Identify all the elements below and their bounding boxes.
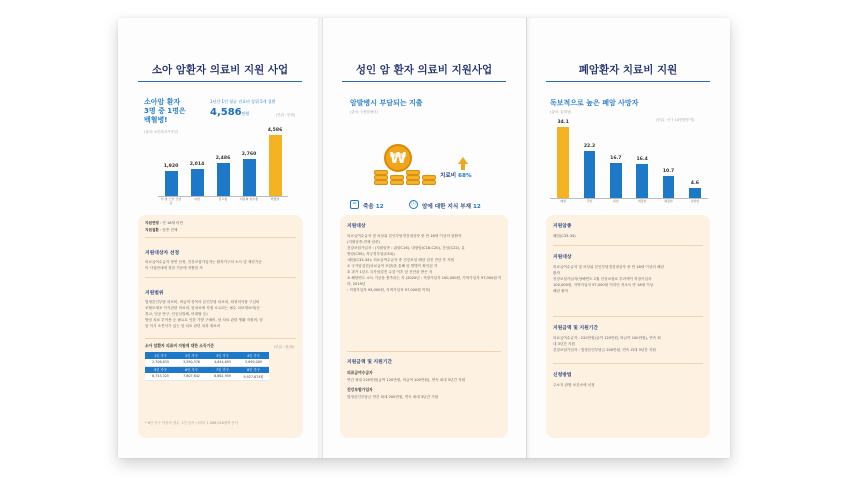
panel-adult-cancer xyxy=(322,18,526,458)
table-footnote: * 8인 가구 이상의 경우, 1인 증가 시마다 1,066,016원씩 증가 xyxy=(145,421,238,425)
brochure xyxy=(118,18,730,458)
source-note: (출처: 보건복지가족부) xyxy=(144,130,179,134)
section-text: 주소지 관할 보건소에 신청 xyxy=(553,383,595,387)
divider xyxy=(553,245,703,246)
divider xyxy=(347,351,501,352)
treatment-stat: 치료비 68% xyxy=(440,173,472,179)
subsection-title: 건강보험가입자 xyxy=(347,387,373,392)
panel-title: 폐암환자 치료비 지원 xyxy=(578,64,678,76)
section-text: 의료급여수급자 및 차상위 본인부담경감대상자 중 만 18세 이상의 암환자 (지원암종:전체 암종) 건강보험가입자 : (지원암종 : 위암C16), 대장암(C18-C20), 간암(C22), 유 방암(C50), 자궁경부암(C53)) ·폐암(C33-34): 의료급여수급자 중 건강보험 폐암 검진 진단 후 지원 ① 국가암검진(의료급여 포함)을 통해 암 발병이 확인된 자 ② 과거 1년도 국가암검진 수검 이후 암 진단을 받은 자 ③ 해당연도 소득 기준을 충족하는 자 (2020년 : 직장가입자 100,000원, 지역가입자 97,000원 이하, 2019년 : 직장가입자 93,000원, 지역가입자 97,000원 이하) xyxy=(347,234,502,292)
section-title: 지원암종 xyxy=(553,224,572,229)
chart-bar xyxy=(191,169,204,196)
coin-stack xyxy=(406,180,420,185)
chart-data-label: 4,586 xyxy=(267,128,283,134)
chart-data-label: 2,486 xyxy=(215,156,231,162)
panel-lung-cancer xyxy=(526,18,730,458)
chart-bar xyxy=(165,171,178,196)
chart-category-label: 뇌암 xyxy=(194,197,200,201)
chart-bar xyxy=(689,188,701,198)
table-title: 소아 암환자 의료비 지원에 대한 소득기준 xyxy=(145,343,214,348)
source-note: (출처: 통계청) xyxy=(550,110,572,114)
panel-title: 성인 암 환자 의료비 지원사업 xyxy=(355,64,493,76)
divider xyxy=(145,277,296,278)
section-title: 지원대상 xyxy=(553,255,572,260)
section-text: 법정본인부담금 연간 최대 200만원, 연속 최대 3년간 지원 xyxy=(347,395,439,399)
panel-title: 소아 암환자 의료비 지원 사업 xyxy=(151,64,289,76)
chart-baseline xyxy=(550,198,708,199)
section-text: 연간 최대 220만원(급여 120만원, 비급여 100만원), 연속 최대 3년간 지원 xyxy=(347,378,466,382)
panel-subtitle: 암발병시 부담되는 지출 xyxy=(350,99,423,107)
chart-data-label: 1,920 xyxy=(163,163,179,169)
panel-child-cancer xyxy=(118,18,322,458)
chart-data-label: 34.1 xyxy=(557,119,569,125)
chart-data-label: 2,760 xyxy=(241,152,257,158)
chart-category-label: 부·방 근골 건염증 xyxy=(160,197,182,205)
chart-bar xyxy=(636,164,648,198)
won-coin-icon: ₩ xyxy=(384,144,412,172)
chart-bar xyxy=(217,163,230,196)
bar-chart-lung-cancer xyxy=(550,118,708,208)
coffin-icon: ⚰ xyxy=(350,200,359,209)
title-underline xyxy=(138,81,302,82)
coin-stack xyxy=(390,180,404,185)
section-title: 지원금액 및 지원기간 xyxy=(347,360,393,365)
divider xyxy=(145,338,296,339)
section-title: 지원금액 및 지원기간 xyxy=(553,326,599,331)
divider xyxy=(553,363,703,364)
chart-bar xyxy=(610,163,622,198)
chart-data-label: 22.2 xyxy=(583,144,596,150)
death-stat: 죽음 12 xyxy=(363,204,384,210)
stat-value: 4,586만원 xyxy=(210,107,250,118)
chart-category-label: 미분화 골수종 xyxy=(239,197,259,201)
section-text: 폐암(C33-34) xyxy=(553,234,576,238)
table-unit: (단위 : 원/월) xyxy=(274,345,295,349)
arrow-up-icon xyxy=(461,163,465,170)
panel-subtitle: 소아암 환자 3명 중 1명은 백혈병! xyxy=(144,98,186,124)
chart-category-label: 위암 xyxy=(612,199,619,203)
chart-category-label: 대장암 xyxy=(637,199,647,203)
info-icon: ⓘ xyxy=(410,201,416,207)
section-text: 의료급여수급자 및 차상위 본인부담경감대상자 중 만 18세 이상의 폐암 환자 건강보험가입자(당해연도 1월 건강보험료 부과액이 직장가입자 100,000원, 지역가입자 97,000원 이하인 저소득 만 18세 이상 폐암 환자 xyxy=(553,265,664,293)
income-table: 1인 가구 2인 가구 3인 가구 4인 가구 2,706,633 3,590,376 4,644,693 5,699,009 5인 가구 6인 가구 7인 가구 8인 가구 6,753,325 7,807,642 8,861,959 9,927,674원 xyxy=(145,352,269,381)
coin-stack xyxy=(374,180,388,185)
section-text: 의료급여수급자 : 220만원(급여 120만원, 비급여 100만원), 연속 최 대 3년간 지원 건강보험가입자 : 법정본인부담금 200만원, 연속 최대 3년간 지원 xyxy=(553,336,661,352)
chart-data-label: 10.7 xyxy=(662,168,675,174)
chart-bar xyxy=(243,159,256,196)
panel-subtitle: 독보적으로 높은 폐암 사망자 xyxy=(550,99,639,107)
subsection-title: 의료급여수급자 xyxy=(347,370,373,375)
chart-category-label: 유방암 xyxy=(690,199,700,203)
chart-category-label: 간암 xyxy=(586,199,593,203)
chart-bar xyxy=(269,135,282,196)
info-box xyxy=(138,215,303,438)
chart-data-label: 16.4 xyxy=(636,156,648,162)
chart-data-label: 2,014 xyxy=(189,162,205,168)
stat-label: 1년간 1인 평균 진료비 상위 5개 질환 xyxy=(210,99,276,104)
coin-stack xyxy=(422,180,436,185)
title-underline xyxy=(342,81,506,82)
unit-note: (단위 : 만원) xyxy=(276,113,296,117)
section-title: 지원대상 xyxy=(347,224,366,229)
section-title: 지원대상자 선정 xyxy=(145,251,180,256)
chart-bar xyxy=(584,151,596,198)
chart-category-label: 림프종 xyxy=(218,197,228,201)
chart-category-label: 백혈병 xyxy=(270,197,280,201)
unit-note: (단위 : 인구 10만명당 명) xyxy=(656,118,695,122)
disease-line: 지원질환 : 암종 전체 xyxy=(145,228,178,232)
bar-chart-child-cancer xyxy=(158,128,288,208)
age-line: 지원연령 : 만 18세 미만 xyxy=(145,221,184,225)
chart-bar xyxy=(663,176,675,198)
source-note: (출처: 국립암센터) xyxy=(350,110,378,114)
chart-data-label: 4.6 xyxy=(690,181,699,187)
info-box xyxy=(546,215,710,438)
chart-bar xyxy=(557,127,569,198)
divider xyxy=(553,316,703,317)
section-title: 지원범위 xyxy=(145,291,164,296)
section-title: 신청방법 xyxy=(553,373,572,378)
knowledge-stat: 암에 대한 지식 부재 12 xyxy=(422,204,481,210)
section-text: 의료급여수급자 당연 선정, 건강보험가입자는 환자가구의 소득 및 재산기준 이 사업안내에 정한 기준에 적합한 자 xyxy=(145,260,262,270)
chart-category-label: 췌장암 xyxy=(664,199,673,203)
info-box xyxy=(340,215,508,438)
chart-data-label: 16.7 xyxy=(610,156,622,162)
divider xyxy=(145,237,296,238)
title-underline xyxy=(546,81,710,82)
section-text: 법정본인부담 의료비, 비급여 항목의 본인부담 의료비, 희귀의약품 구입비 조혈모세포 이식관련 의료비, 암치료에 직접 소요되는 필수 치료재료비(신 경교, 인공 안구, 인공심밀폐, 비대탈 등) 방암 치료 부작용 등 필요로 인한 가발 구매비, 암 치료 관련 생활 지원비, 암 암 이식 소견서가 있는 암 치료 관련 치과 재료비 xyxy=(145,300,263,328)
chart-category-label: 폐암 xyxy=(560,199,567,203)
